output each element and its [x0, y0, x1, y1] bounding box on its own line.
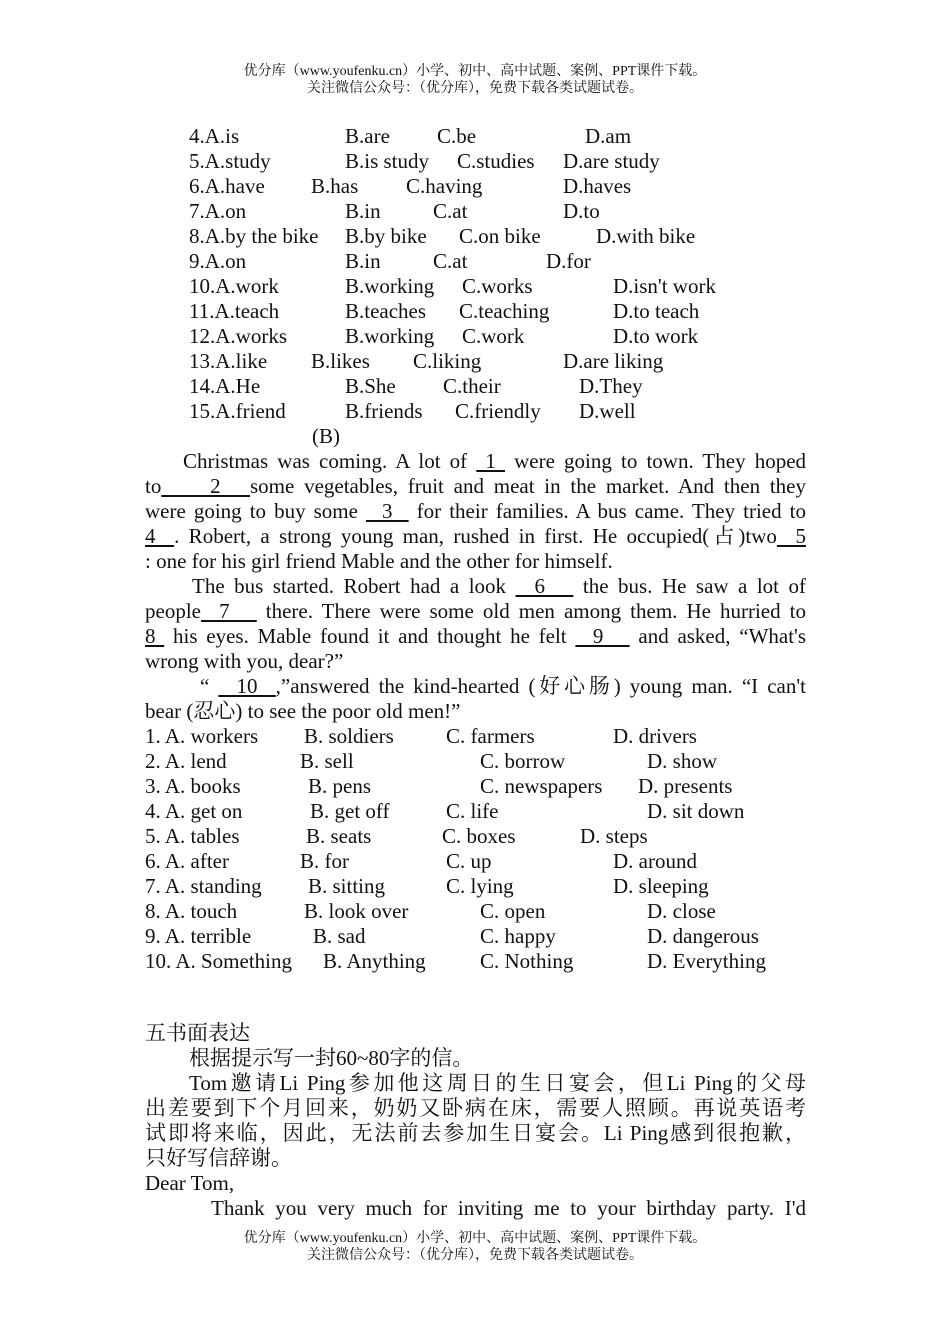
option-d: D.for [546, 249, 591, 273]
text: his eyes. Mable found it and thought he felt [164, 624, 576, 648]
option-c: C.at [433, 199, 468, 223]
text: some vegetables, fruit and meat in the market. And then they [249, 474, 806, 498]
option-d: D. around [613, 849, 697, 873]
option-c: C.studies [457, 149, 535, 173]
option-a: 4. A. get on [145, 799, 243, 823]
option-d: D.isn't work [613, 274, 716, 298]
option-a: 14.A.He [189, 374, 261, 398]
prompt-line: 只好写信辞谢。 [145, 1146, 292, 1170]
text: people [145, 599, 201, 623]
option-b: B.by bike [345, 224, 427, 248]
option-row [0, 824, 950, 849]
option-b: B.is study [345, 149, 430, 173]
text: and asked, “What's [629, 624, 807, 648]
option-a: 2. A. lend [145, 749, 227, 773]
option-b: B. sad [313, 924, 366, 948]
text: the bus. He saw a lot of [573, 574, 806, 598]
option-d: D.well [579, 399, 636, 423]
text: to [145, 474, 162, 498]
blank-6: 6 [515, 574, 574, 598]
option-row [0, 299, 950, 324]
passage-line [145, 449, 806, 474]
passage-line [145, 474, 806, 499]
option-row [0, 224, 950, 249]
option-a: 8.A.by the bike [189, 224, 319, 248]
option-row [0, 349, 950, 374]
option-c: C.liking [413, 349, 482, 373]
option-d: D. dangerous [647, 924, 759, 948]
option-a: 10.A.work [189, 274, 279, 298]
option-row [0, 174, 950, 199]
option-d: D.with bike [596, 224, 696, 248]
option-row [0, 949, 950, 974]
option-c: C. newspapers [480, 774, 603, 798]
writing-instruction: 根据提示写一封60~80字的信。 [189, 1046, 474, 1070]
option-d: D. presents [638, 774, 733, 798]
option-a: 12.A.works [189, 324, 287, 348]
option-row [0, 274, 950, 299]
option-b: B.likes [311, 349, 370, 373]
passage-paragraph-3 [145, 674, 806, 724]
letter-body [145, 1196, 806, 1221]
prompt-line: 出差要到下个月回来，奶奶又卧病在床，需要人照顾。再说英语考 [145, 1096, 806, 1120]
option-c: C. happy [480, 924, 556, 948]
text: were going to town. They hoped [505, 449, 807, 473]
option-c: C.works [462, 274, 533, 298]
option-d: D. show [647, 749, 718, 773]
blank-1: 1 [476, 449, 506, 473]
blank-10: 10 [218, 674, 276, 698]
option-row [0, 899, 950, 924]
option-d: D.They [579, 374, 643, 398]
option-a: 6. A. after [145, 849, 229, 873]
text: for their families. A bus came. They tried to [408, 499, 806, 523]
option-d: D.to work [613, 324, 699, 348]
option-b: B.working [345, 274, 435, 298]
option-row [0, 749, 950, 774]
option-d: D.are liking [563, 349, 664, 373]
blank-4: 4 [145, 524, 175, 548]
option-a: 5. A. tables [145, 824, 240, 848]
section-b-label: (B) [312, 424, 340, 448]
blank-3: 3 [365, 499, 409, 523]
passage-line [145, 674, 806, 699]
option-b: B. soldiers [304, 724, 394, 748]
page-footer [0, 1230, 950, 1264]
option-row [0, 399, 950, 424]
option-b: B. for [300, 849, 349, 873]
option-c: C.having [406, 174, 483, 198]
letter-body-line: Thank you very much for inviting me to your birthday party. I'd [211, 1196, 806, 1220]
option-row [0, 124, 950, 149]
passage-line [145, 624, 806, 649]
letter-salutation: Dear Tom, [145, 1171, 235, 1195]
option-b: B.are [345, 124, 390, 148]
option-c: C.work [462, 324, 525, 348]
passage-line [145, 574, 806, 599]
option-d: D.to teach [613, 299, 700, 323]
passage-paragraph-1 [145, 449, 806, 574]
option-a: 9.A.on [189, 249, 247, 273]
option-d: D. Everything [647, 949, 766, 973]
option-a: 13.A.like [189, 349, 268, 373]
text: The bus started. Robert had a look [192, 574, 516, 598]
footer-line-2: 关注微信公众号：（优分库），免费下载各类试题试卷。 [307, 1248, 643, 1263]
option-d: D.am [585, 124, 632, 148]
text: “ [200, 674, 219, 698]
text: Christmas was coming. A lot of [183, 449, 477, 473]
option-b: B. get off [310, 799, 390, 823]
header-line-2: 关注微信公众号：（优分库），免费下载各类试题试卷。 [307, 81, 643, 96]
option-row [0, 374, 950, 399]
passage-paragraph-2 [145, 574, 806, 674]
option-row [0, 874, 950, 899]
option-c: C.their [443, 374, 501, 398]
option-c: C. open [480, 899, 546, 923]
option-row [0, 799, 950, 824]
option-c: C. boxes [442, 824, 516, 848]
footer-line-1: 优分库（www.youfenku.cn）小学、初中、高中试题、案例、PPT课件下载。 [243, 1231, 707, 1246]
option-b: B. seats [306, 824, 372, 848]
option-b: B. pens [308, 774, 371, 798]
passage-line [145, 599, 806, 624]
option-c: C. Nothing [480, 949, 574, 973]
text: were going to buy some [145, 499, 366, 523]
option-d: D.to [563, 199, 600, 223]
option-a: 8. A. touch [145, 899, 238, 923]
option-row [0, 249, 950, 274]
option-c: C.on bike [459, 224, 541, 248]
option-c: C. life [446, 799, 499, 823]
blank-5: 5 [776, 524, 807, 548]
option-row [0, 199, 950, 224]
option-d: D. sleeping [613, 874, 709, 898]
text: there. There were some old men among them. He hurried to [256, 599, 807, 623]
option-a: 6.A.have [189, 174, 265, 198]
option-b: B. Anything [323, 949, 426, 973]
prompt-line: 试即将来临，因此，无法前去参加生日宴会。Li Ping感到很抱歉， [145, 1121, 806, 1145]
option-b: B.in [345, 199, 381, 223]
option-a: 11.A.teach [189, 299, 280, 323]
writing-section-title: 五书面表达 [145, 1021, 250, 1045]
option-b: B.She [345, 374, 396, 398]
option-b: B.friends [345, 399, 423, 423]
option-d: D. close [647, 899, 716, 923]
option-c: C.teaching [459, 299, 550, 323]
option-row [0, 724, 950, 749]
option-a: 9. A. terrible [145, 924, 252, 948]
option-c: C.friendly [455, 399, 541, 423]
option-b: B.working [345, 324, 435, 348]
blank-2: 2 [161, 474, 250, 498]
option-row [0, 324, 950, 349]
passage-line: wrong with you, dear?” [145, 649, 344, 673]
text: . Robert, a strong young man, rushed in first. He occupied(占)two [174, 524, 777, 548]
option-b: B.teaches [345, 299, 427, 323]
option-d: D.are study [563, 149, 660, 173]
option-b: B.has [311, 174, 359, 198]
option-a: 10. A. Something [145, 949, 293, 973]
option-a: 7. A. standing [145, 874, 262, 898]
option-a: 3. A. books [145, 774, 241, 798]
option-c: C. lying [446, 874, 514, 898]
option-d: D.haves [563, 174, 632, 198]
blank-9: 9 [575, 624, 630, 648]
option-c: C. up [446, 849, 492, 873]
option-row [0, 774, 950, 799]
option-b: B.in [345, 249, 381, 273]
option-row [0, 149, 950, 174]
passage-line: : one for his girl friend Mable and the other for himself. [145, 549, 613, 573]
option-c: C. farmers [446, 724, 535, 748]
option-d: D. steps [580, 824, 648, 848]
writing-prompt [145, 1071, 806, 1171]
option-a: 7.A.on [189, 199, 247, 223]
text: ,”answered the kind-hearted (好心肠) young man. “I can't [275, 674, 806, 698]
option-a: 5.A.study [189, 149, 271, 173]
option-b: B. look over [304, 899, 409, 923]
option-c: C. borrow [480, 749, 566, 773]
option-a: 15.A.friend [189, 399, 286, 423]
option-a: 1. A. workers [145, 724, 259, 748]
option-b: B. sell [300, 749, 354, 773]
option-row [0, 849, 950, 874]
passage-line [145, 499, 806, 524]
blank-8: 8 [145, 624, 165, 648]
page-header [0, 63, 950, 97]
header-line-1: 优分库（www.youfenku.cn）小学、初中、高中试题、案例、PPT课件下载。 [243, 64, 707, 79]
blank-7: 7 [200, 599, 257, 623]
option-d: D. drivers [613, 724, 697, 748]
prompt-line: Tom邀请Li Ping参加他这周日的生日宴会，但Li Ping的父母 [189, 1071, 806, 1095]
passage-line: bear (忍心) to see the poor old men!” [145, 699, 461, 723]
passage-line [145, 524, 806, 549]
option-c: C.be [437, 124, 477, 148]
option-a: 4.A.is [189, 124, 240, 148]
option-c: C.at [433, 249, 468, 273]
option-row [0, 924, 950, 949]
option-b: B. sitting [308, 874, 386, 898]
option-d: D. sit down [647, 799, 745, 823]
